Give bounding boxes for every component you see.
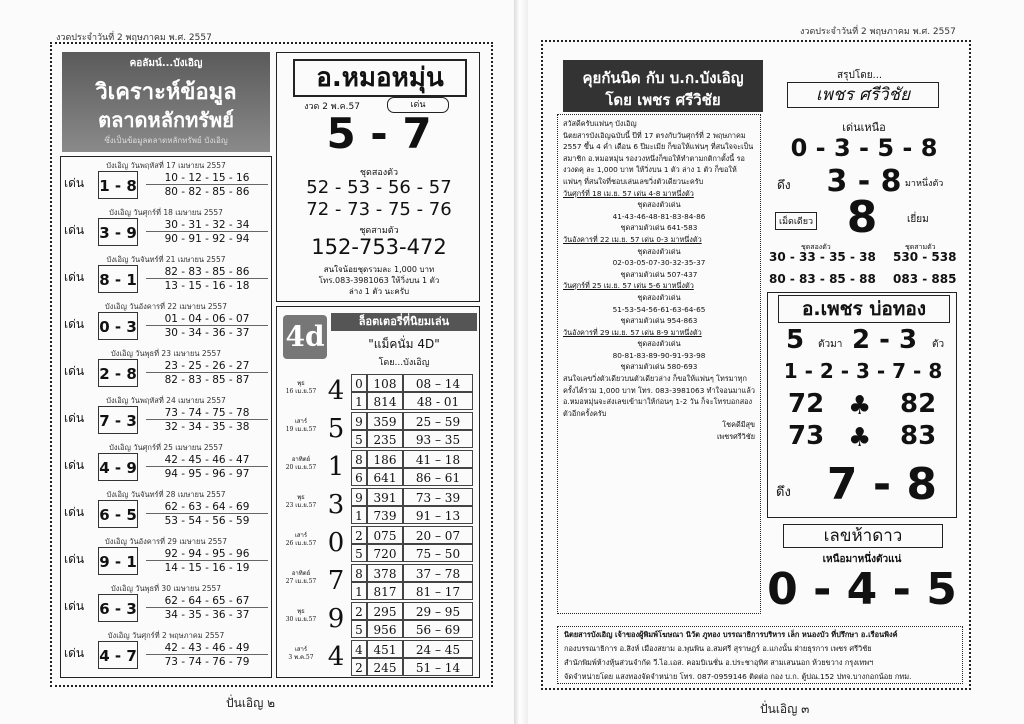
row-numbers-2: 30 - 34 - 36 - 37 [164,327,250,339]
row-label: เด่น [64,552,85,566]
d4-day [281,570,321,586]
row-numbers-1: 73 - 74 - 75 - 78 [146,407,268,420]
d4-day-name: เสาร์ [294,646,308,653]
mor-mun-draw: งวด 2 พ.ค.57 [304,102,360,112]
row-pair: 4 - 9 [98,453,138,481]
row-pair: 6 - 5 [98,500,138,528]
row-numbers-2: 34 - 35 - 36 - 37 [164,609,250,621]
article-line: วันอังคารที่ 29 เม.ย. 57 เด่น 8-9 มาหนึ่งตัว [563,327,702,337]
d4-a: 8 [351,564,367,582]
summary-ding-label: ดึง [777,178,791,192]
mor-mun-title: อ.หมอหมุ่น [293,59,467,97]
article-line: ชุดสามตัวเด่น 641-583 [620,223,698,233]
row-label: เด่น [64,411,85,425]
d4-a: 0 [351,374,367,392]
d4-b2: 245 [367,658,403,676]
analysis-row [62,254,270,295]
article-line: 80-81-83-89-90-91-93-98 [612,350,706,360]
bo-thong-row1-suffix: ตัว [932,339,945,350]
d4-date: 3 พ.ค.57 [288,654,314,661]
bo-thong-row2: 1 - 2 - 3 - 7 - 8 [783,359,943,383]
magnum-4d-row [279,412,476,452]
row-numbers-1: 62 - 63 - 64 - 69 [146,501,268,514]
d4-date: 20 เม.ย.57 [285,464,317,471]
d4-day [281,646,321,662]
magnum-4d-by: โดย...บังเอิญ [378,358,430,368]
credits-box [557,626,963,684]
banner-title-line2: ตลาดหลักทรัพย์ [98,108,234,132]
row-date: บังเอิญ วันศุกร์ที่ 18 เมษายน 2557 [109,208,223,217]
d4-digit: 0 [327,528,345,558]
article-line: โชคดีมีสุข [722,420,755,430]
d4-a: 8 [351,450,367,468]
d4-b: 186 [367,450,403,468]
row-date: บังเอิญ วันอังคารที่ 22 เมษายน 2557 [105,302,227,311]
d4-date: 19 เม.ย.57 [285,426,317,433]
article-line: 02-03-05-07-30-32-35-37 [612,258,706,268]
d4-day [281,608,321,624]
row-pair: 8 - 1 [98,265,138,293]
summary-name: เพชร ศรีวิชัย [787,82,939,108]
row-date: บังเอิญ วันศุกร์ที่ 25 เมษายน 2557 [109,443,223,452]
article-line: ชุดสองตัวเด่น [637,339,681,349]
article-line: ชุดสามตัวเด่น 954-863 [620,316,698,326]
article-line: ชุดสามตัวเด่น 507-437 [620,269,698,279]
mor-mun-main-pair: 5 - 7 [326,109,432,158]
bo-thong-row1-a: 5 [786,325,805,355]
summary-two-line1: 30 - 33 - 35 - 38 [769,250,876,264]
club-icon: ♣ [848,423,872,453]
d4-b: 391 [367,488,403,506]
article-line: สนใจเลขวิ่งตัวเดียวบนตัวเดียวล่าง ก็ขอให้แฟนๆ โทรมาทุกครั้งได้รวม 1,000 บาท โทร. 083-3981063 ทำใจอนมาแล้ว อ.หมอหมุ่นจะส่งเลขเข้ามาให้ก่อนๆ 1-2 วัน ก็จะโทรบอกสองตัวอีกครั้งครับ [563,374,755,418]
row-label: เด่น [64,599,85,613]
d4-b: 451 [367,640,403,658]
summary-three-line2: 083 - 885 [893,272,957,286]
article-line: นิตยสารบังเอิญฉบับนี้ ปีที่ 17 ตรงกับวันศุกร์ที่ 2 พฤษภาคม 2557 ขึ้น 4 ค่ำ เดือน 6 ปีมะเมีย ก็ขอให้แฟนๆ ที่สนใจจะเป็นสมาชิก อ.หมอหมุ่น รองวงหนึ่งก็ขอให้ทำตามกติกาตั้งนี้ รองวงดคุ ละ 1,000 บาท ให้วิ่งบน 1 ตัว ล่าง 1 ตัว ก็ขอให้แฟนๆ ที่สนใจที่ชอบเล่นเลขวิ่งตัวเดียวนะครับ [563,130,754,186]
d4-c2: 56 – 69 [403,620,473,638]
d4-digit: 5 [327,414,345,444]
three-digit-line: 152-753-472 [311,235,447,259]
mor-mun-box [276,52,480,302]
d4-c2: 48 - 01 [403,392,473,410]
magnum-4d-row [279,526,476,566]
article-line: ชุดสองตัวเด่น [637,200,681,210]
credits-line1: นิตยสารบังเอิญ เจ้าของผู้พิมพ์โฆษณา นิวัต ภูทอง บรรณาธิการบริหาร เล็ก หนองบัว ที่ปรึกษา อ.เรือนพิงค์ [564,630,898,639]
row-pair: 9 - 1 [98,547,138,575]
magnum-4d-row [279,488,476,528]
row-label: เด่น [64,646,85,660]
row-label: เด่น [64,176,85,190]
magnum-4d-row [279,450,476,490]
bo-thong-club2-b: 83 [900,421,937,451]
row-date: บังเอิญ วันจันทร์ที่ 28 เมษายน 2557 [106,490,226,499]
row-numbers-1: 82 - 83 - 85 - 86 [146,266,268,279]
article-line: ชุดสองตัวเด่น [637,292,681,302]
d4-b: 075 [367,526,403,544]
club-icon: ♣ [848,391,872,421]
d4-c: 20 – 07 [403,526,473,544]
row-date: บังเอิญ วันศุกร์ที่ 2 พฤษภาคม 2557 [107,631,225,640]
analysis-row [62,348,270,389]
article-line: ชุดสามตัวเด่น 580-693 [620,362,698,372]
d4-digit: 9 [327,604,345,634]
mor-mun-den-label: เด่น [387,97,449,113]
d4-b2: 641 [367,468,403,486]
d4-date: 16 เม.ย.57 [285,388,317,395]
d4-date: 26 เม.ย.57 [285,540,317,547]
five-star-title: เลขห้าดาว [783,524,943,548]
d4-day-name: พุธ [297,380,305,387]
row-pair: 0 - 3 [98,312,138,340]
analysis-row [62,583,270,624]
mor-mun-note2: โทร.083-3981063 ให้วิ่งบน 1 ตัว [318,276,440,285]
d4-c: 29 – 95 [403,602,473,620]
row-numbers-1: 42 - 43 - 46 - 49 [146,642,268,655]
two-digit-line1: 52 - 53 - 56 - 57 [306,177,452,198]
magnum-4d-subtitle: "แม็คนั่ม 4D" [368,337,440,351]
right-page-footer: ปั่นเอิญ ๓ [760,702,810,716]
d4-b2: 235 [367,430,403,448]
bo-thong-ding-label: ดึง [776,485,791,500]
magnum-4d-row [279,602,476,642]
d4-day [281,380,321,396]
row-label: เด่น [64,505,85,519]
summary-box [767,60,961,288]
d4-day-name: อาทิตย์ [291,456,311,463]
summary-two-line2: 80 - 83 - 85 - 88 [769,272,876,286]
d4-a: 2 [351,526,367,544]
analysis-row [62,160,270,201]
article-line: 51-53-54-56-61-63-64-65 [612,304,706,314]
row-label: เด่น [64,223,85,237]
d4-c2: 81 – 17 [403,582,473,600]
d4-b2: 956 [367,620,403,638]
bo-thong-ding-numbers: 7 - 8 [826,459,938,510]
d4-a2: 1 [351,506,367,524]
d4-b2: 739 [367,506,403,524]
editor-banner-line2: โดย เพชร ศรีวิชัย [605,91,721,109]
d4-b2: 817 [367,582,403,600]
row-date: บังเอิญ วันจันทร์ที่ 21 เมษายน 2557 [106,255,226,264]
d4-a: 4 [351,640,367,658]
row-label: เด่น [64,317,85,331]
banner-title-line1: วิเคราะห์ข้อมูล [95,80,237,105]
left-page-footer: ปั่นเอิญ ๒ [226,696,276,710]
d4-day [281,494,321,510]
d4-b2: 814 [367,392,403,410]
d4-b: 378 [367,564,403,582]
row-pair: 4 - 7 [98,641,138,669]
row-numbers-1: 42 - 45 - 46 - 47 [146,454,268,467]
summary-two-label: ชุดสองตัว [801,243,831,251]
analysis-row [62,301,270,342]
editor-article [563,118,755,443]
row-label: เด่น [64,364,85,378]
two-digit-label: ชุดสองตัว [359,168,399,178]
d4-a: 9 [351,412,367,430]
row-pair: 2 - 8 [98,359,138,387]
mor-mun-note1: สนใจน้อยชุดรวมละ 1,000 บาท [323,265,435,274]
d4-c: 73 – 39 [403,488,473,506]
article-line: วันศุกร์ที่ 18 เม.ย. 57 เด่น 4-8 มาหนึ่งตัว [563,188,694,198]
five-star-subtitle: เหนือมาหนึ่งตัวแน่ [822,554,902,565]
mor-mun-note3: ล่าง 1 ตัว นะครับ [348,287,410,296]
d4-day-name: พุธ [297,608,305,615]
row-numbers-2: 13 - 15 - 16 - 18 [164,280,250,292]
analysis-row [62,489,270,530]
credits-line3: สำนักพิมพ์ห้างหุ้นส่วนจำกัด วี.ไอ.เอส. คอมบิเนชั่น อ.ประชาอุทิศ สามเสนนอก ห้วยขวาง กรุงเทพฯ [564,658,874,667]
bo-thong-club2-a: 73 [788,421,825,451]
d4-c: 24 – 45 [403,640,473,658]
d4-a2: 5 [351,430,367,448]
right-page-header: งวดประจำวันที่ 2 พฤษภาคม พ.ศ. 2557 [800,27,956,37]
credits-line2: กองบรรณาธิการ อ.สิงห์ เมืองสยาม อ.พุนพิน อ.สมศรี สุราษฎร์ อ.แกงนั้น ฝ่ายธุรการ เพชร ศรีวิชัย [564,644,872,653]
d4-a2: 1 [351,392,367,410]
article-line: สวัสดีครับแฟนๆ บังเอิญ [563,119,637,128]
bo-thong-row1-mid: ตัวมา [818,339,843,350]
d4-digit: 4 [327,642,345,672]
d4-day [281,532,321,548]
d4-a2: 5 [351,544,367,562]
row-numbers-2: 90 - 91 - 92 - 94 [164,233,250,245]
d4-c2: 91 – 13 [403,506,473,524]
row-numbers-1: 92 - 94 - 95 - 96 [146,548,268,561]
d4-digit: 3 [327,490,345,520]
credits-line4: จัดจำหน่ายโดย แสงทองจัดจำหน่าย โทร. 087-0959146 ติดต่อ กอง บ.ก. ตู้ปณ.152 ปทจ.บางกอกน้อย กทม. [564,672,912,681]
d4-digit: 1 [327,452,345,482]
two-digit-line2: 72 - 73 - 75 - 76 [306,199,452,220]
magnum-4d-row [279,374,476,414]
analysis-banner [62,52,270,152]
article-line: 41-43-46-48-81-83-84-86 [612,211,706,221]
magnum-4d-title: ล็อตเตอรี่ที่นิยมเล่น [331,313,477,331]
d4-a2: 1 [351,582,367,600]
row-numbers-2: 53 - 54 - 56 - 59 [164,515,250,527]
d4-date: 30 เม.ย.57 [285,616,317,623]
article-line: เพชรศรีวิชัย [716,432,755,442]
row-numbers-2: 32 - 34 - 35 - 38 [164,421,250,433]
bo-thong-club1-b: 82 [900,389,937,419]
left-page-header: งวดประจำวันที่ 2 พฤษภาคม พ.ศ. 2557 [56,33,212,43]
analysis-row [62,207,270,248]
magnum-4d-row [279,564,476,604]
row-numbers-1: 62 - 64 - 65 - 67 [146,595,268,608]
row-date: บังเอิญ วันพุธที่ 23 เมษายน 2557 [110,349,222,358]
article-line: วันศุกร์ที่ 25 เม.ย. 57 เด่น 5-6 มาหนึ่งตัว [563,281,694,291]
d4-b: 108 [367,374,403,392]
d4-b2: 720 [367,544,403,562]
bo-thong-title: อ.เพชร บ่อทอง [778,295,950,323]
row-date: บังเอิญ วันพฤหัสที่ 24 เมษายน 2557 [106,396,226,405]
row-date: บังเอิญ วันพฤหัสที่ 17 เมษายน 2557 [106,161,226,170]
row-numbers-2: 14 - 15 - 16 - 19 [164,562,250,574]
row-numbers-2: 94 - 95 - 96 - 97 [164,468,250,480]
summary-three-label: ชุดสามตัว [905,243,936,251]
three-digit-label: ชุดสามตัว [359,226,399,236]
d4-digit: 7 [327,566,345,596]
page-spine [514,0,528,724]
d4-day [281,418,321,434]
analysis-row [62,395,270,436]
row-pair: 6 - 3 [98,594,138,622]
row-label: เด่น [64,458,85,472]
d4-c: 41 – 18 [403,450,473,468]
d4-b: 295 [367,602,403,620]
article-line: ชุดสองตัวเด่น [637,246,681,256]
d4-b: 359 [367,412,403,430]
row-numbers-1: 23 - 25 - 26 - 27 [146,360,268,373]
summary-by: สรุปโดย... [837,70,883,81]
d4-c2: 93 – 35 [403,430,473,448]
summary-top-label: เด่นเหนือ [842,121,886,134]
d4-a2: 2 [351,658,367,676]
row-date: บังเอิญ วันอังคารที่ 29 เมษายน 2557 [105,537,227,546]
d4-a: 9 [351,488,367,506]
d4-a: 2 [351,602,367,620]
summary-ding-suffix: มาหนึ่งตัว [905,179,944,189]
summary-single-number: 8 [846,192,878,243]
banner-column-label: คอลัมน์...บังเอิญ [129,58,203,69]
editor-banner [563,60,763,112]
row-label: เด่น [64,270,85,284]
d4-day-name: เสาร์ [294,418,308,425]
d4-c: 37 – 78 [403,564,473,582]
d4-day-name: เสาร์ [294,532,308,539]
row-pair: 3 - 9 [98,218,138,246]
row-numbers-2: 82 - 83 - 85 - 87 [164,374,250,386]
d4-day [281,456,321,472]
d4-a2: 6 [351,468,367,486]
magnum-4d-logo: 4d [283,315,327,359]
d4-a2: 5 [351,620,367,638]
row-date: บังเอิญ วันพุธที่ 30 เมษายน 2557 [110,584,222,593]
row-numbers-1: 01 - 04 - 06 - 07 [146,313,268,326]
row-numbers-1: 10 - 12 - 15 - 16 [146,172,268,185]
d4-c: 08 – 14 [403,374,473,392]
bo-thong-box [767,292,957,518]
article-line: วันอังคารที่ 22 เม.ย. 57 เด่น 0-3 มาหนึ่งตัว [563,234,702,244]
row-numbers-2: 80 - 82 - 85 - 86 [164,186,250,198]
analysis-row [62,536,270,577]
banner-subtitle: ซึ่งเป็นข้อมูลตลาดหลักทรัพย์ บังเอิญ [104,136,228,145]
bo-thong-row1-b: 2 - 3 [852,325,918,355]
five-star-box [767,522,957,622]
row-pair: 1 - 8 [98,171,138,199]
five-star-numbers: 0 - 4 - 5 [767,564,957,615]
d4-digit: 4 [327,376,345,406]
bo-thong-club1-a: 72 [788,389,825,419]
summary-ding-numbers: 3 - 8 [826,164,902,199]
summary-single-label: เม็ดเดียว [775,212,817,230]
row-pair: 7 - 3 [98,406,138,434]
d4-c2: 51 – 14 [403,658,473,676]
d4-day-name: อาทิตย์ [291,570,311,577]
summary-three-line1: 530 - 538 [893,250,957,264]
d4-date: 23 เม.ย.57 [285,502,317,509]
analysis-row [62,630,270,671]
summary-top-numbers: 0 - 3 - 5 - 8 [790,134,938,162]
d4-c2: 86 – 61 [403,468,473,486]
d4-day-name: พุธ [297,494,305,501]
row-numbers-1: 30 - 31 - 32 - 34 [146,219,268,232]
analysis-row [62,442,270,483]
row-numbers-2: 73 - 74 - 76 - 79 [164,656,250,668]
magnum-4d-row [279,640,476,680]
d4-c: 25 – 59 [403,412,473,430]
editor-banner-line1: คุยกันนิด กับ บ.ก.บังเอิญ [582,69,744,87]
d4-c2: 75 – 50 [403,544,473,562]
summary-single-suffix: เยี่ยม [907,214,929,225]
d4-date: 27 เม.ย.57 [285,578,317,585]
